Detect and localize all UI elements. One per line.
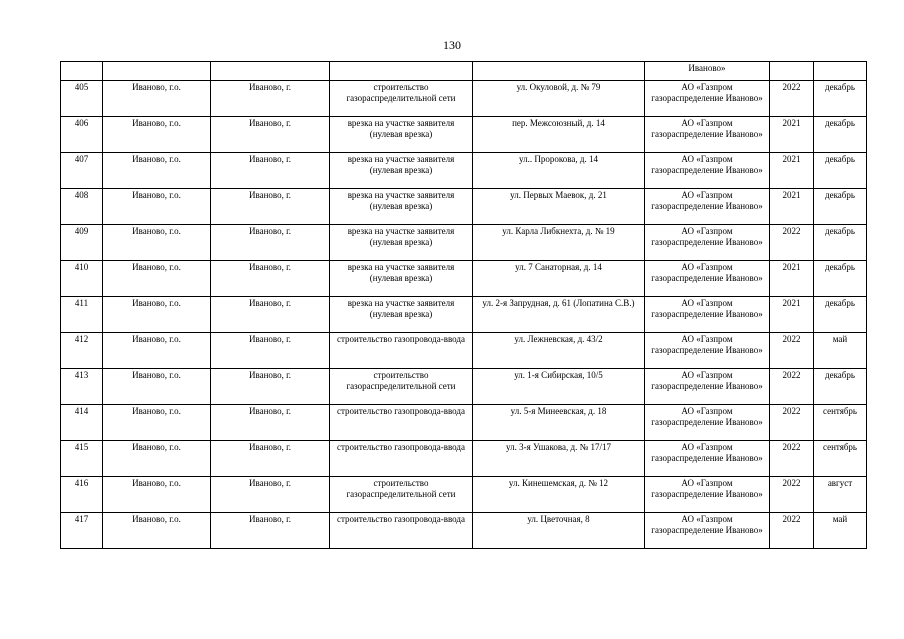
cell-work-type: врезка на участке заявителя (нулевая врезка)	[330, 261, 473, 297]
table-row-continuation	[61, 62, 867, 81]
cell-work-type	[330, 62, 473, 81]
cell-month: декабрь	[814, 81, 867, 117]
table-body	[61, 62, 867, 549]
cell-work-type: строительство газопровода-ввода	[330, 441, 473, 477]
cell-month: декабрь	[814, 117, 867, 153]
cell-month: декабрь	[814, 189, 867, 225]
cell-municipal-district: Иваново, г.о.	[103, 81, 211, 117]
cell-month: декабрь	[814, 153, 867, 189]
cell-municipal-district: Иваново, г.о.	[103, 261, 211, 297]
cell-municipal-district: Иваново, г.о.	[103, 117, 211, 153]
cell-month: сентябрь	[814, 441, 867, 477]
cell-row-number: 411	[61, 297, 103, 333]
table-row	[61, 117, 867, 153]
cell-year: 2022	[770, 441, 814, 477]
cell-work-type: врезка на участке заявителя (нулевая врезка)	[330, 153, 473, 189]
cell-work-type: строительство газораспределительной сети	[330, 477, 473, 513]
cell-address: ул. Цветочная, 8	[473, 513, 645, 549]
cell-row-number: 406	[61, 117, 103, 153]
cell-settlement: Иваново, г.	[211, 441, 330, 477]
cell-municipal-district: Иваново, г.о.	[103, 225, 211, 261]
cell-year: 2021	[770, 297, 814, 333]
cell-row-number: 415	[61, 441, 103, 477]
cell-settlement: Иваново, г.	[211, 405, 330, 441]
cell-settlement: Иваново, г.	[211, 117, 330, 153]
cell-municipal-district: Иваново, г.о.	[103, 297, 211, 333]
table-row	[61, 513, 867, 549]
cell-address: ул. 3-я Ушакова, д. № 17/17	[473, 441, 645, 477]
cell-municipal-district: Иваново, г.о.	[103, 513, 211, 549]
cell-row-number: 409	[61, 225, 103, 261]
cell-month	[814, 62, 867, 81]
cell-month: август	[814, 477, 867, 513]
cell-settlement: Иваново, г.	[211, 513, 330, 549]
cell-organization: АО «Газпром газораспределение Иваново»	[645, 477, 770, 513]
table-row	[61, 153, 867, 189]
cell-municipal-district	[103, 62, 211, 81]
cell-settlement	[211, 62, 330, 81]
cell-municipal-district: Иваново, г.о.	[103, 369, 211, 405]
cell-row-number: 408	[61, 189, 103, 225]
cell-settlement: Иваново, г.	[211, 189, 330, 225]
cell-organization: АО «Газпром газораспределение Иваново»	[645, 261, 770, 297]
cell-row-number: 405	[61, 81, 103, 117]
cell-month: декабрь	[814, 369, 867, 405]
cell-municipal-district: Иваново, г.о.	[103, 405, 211, 441]
cell-row-number: 414	[61, 405, 103, 441]
cell-year	[770, 62, 814, 81]
page-number: 130	[443, 38, 461, 52]
cell-year: 2022	[770, 369, 814, 405]
cell-settlement: Иваново, г.	[211, 297, 330, 333]
cell-municipal-district: Иваново, г.о.	[103, 333, 211, 369]
cell-address: ул. Лежневская, д. 43/2	[473, 333, 645, 369]
cell-municipal-district: Иваново, г.о.	[103, 477, 211, 513]
cell-settlement: Иваново, г.	[211, 225, 330, 261]
cell-settlement: Иваново, г.	[211, 153, 330, 189]
cell-address: ул. Первых Маевок, д. 21	[473, 189, 645, 225]
cell-work-type: строительство газораспределительной сети	[330, 81, 473, 117]
cell-work-type: врезка на участке заявителя (нулевая врезка)	[330, 225, 473, 261]
cell-organization: Иваново»	[645, 62, 770, 81]
cell-year: 2021	[770, 153, 814, 189]
cell-address: ул. Кинешемская, д. № 12	[473, 477, 645, 513]
cell-row-number: 407	[61, 153, 103, 189]
cell-organization: АО «Газпром газораспределение Иваново»	[645, 189, 770, 225]
cell-work-type: строительство газораспределительной сети	[330, 369, 473, 405]
cell-organization: АО «Газпром газораспределение Иваново»	[645, 225, 770, 261]
cell-settlement: Иваново, г.	[211, 81, 330, 117]
cell-month: декабрь	[814, 297, 867, 333]
cell-work-type: строительство газопровода-ввода	[330, 405, 473, 441]
cell-organization: АО «Газпром газораспределение Иваново»	[645, 513, 770, 549]
cell-settlement: Иваново, г.	[211, 261, 330, 297]
cell-month: сентябрь	[814, 405, 867, 441]
cell-organization: АО «Газпром газораспределение Иваново»	[645, 153, 770, 189]
table-row	[61, 441, 867, 477]
cell-year: 2022	[770, 81, 814, 117]
cell-year: 2022	[770, 225, 814, 261]
cell-year: 2021	[770, 261, 814, 297]
cell-row-number	[61, 62, 103, 81]
cell-address: ул. Карла Либкнехта, д. № 19	[473, 225, 645, 261]
cell-row-number: 417	[61, 513, 103, 549]
cell-row-number: 410	[61, 261, 103, 297]
cell-organization: АО «Газпром газораспределение Иваново»	[645, 333, 770, 369]
cell-address: ул. Окуловой, д. № 79	[473, 81, 645, 117]
cell-year: 2022	[770, 405, 814, 441]
table-row	[61, 189, 867, 225]
cell-work-type: врезка на участке заявителя (нулевая врезка)	[330, 297, 473, 333]
cell-address	[473, 62, 645, 81]
cell-row-number: 412	[61, 333, 103, 369]
table-row	[61, 333, 867, 369]
cell-address: ул. 1-я Сибирская, 10/5	[473, 369, 645, 405]
cell-organization: АО «Газпром газораспределение Иваново»	[645, 369, 770, 405]
gas-works-table	[60, 61, 867, 549]
cell-year: 2021	[770, 117, 814, 153]
cell-row-number: 413	[61, 369, 103, 405]
cell-work-type: врезка на участке заявителя (нулевая врезка)	[330, 117, 473, 153]
table-row	[61, 477, 867, 513]
table-row	[61, 297, 867, 333]
cell-organization: АО «Газпром газораспределение Иваново»	[645, 81, 770, 117]
cell-municipal-district: Иваново, г.о.	[103, 189, 211, 225]
cell-month: декабрь	[814, 261, 867, 297]
cell-settlement: Иваново, г.	[211, 369, 330, 405]
cell-settlement: Иваново, г.	[211, 477, 330, 513]
cell-year: 2021	[770, 189, 814, 225]
cell-address: ул. 5-я Минеевская, д. 18	[473, 405, 645, 441]
table-row	[61, 369, 867, 405]
cell-address: ул. 7 Санаторная, д. 14	[473, 261, 645, 297]
cell-year: 2022	[770, 513, 814, 549]
cell-work-type: строительство газопровода-ввода	[330, 513, 473, 549]
cell-year: 2022	[770, 333, 814, 369]
table-row	[61, 261, 867, 297]
cell-year: 2022	[770, 477, 814, 513]
cell-municipal-district: Иваново, г.о.	[103, 153, 211, 189]
table-row	[61, 81, 867, 117]
table-row	[61, 405, 867, 441]
cell-month: май	[814, 333, 867, 369]
cell-month: май	[814, 513, 867, 549]
cell-month: декабрь	[814, 225, 867, 261]
cell-settlement: Иваново, г.	[211, 333, 330, 369]
cell-row-number: 416	[61, 477, 103, 513]
cell-work-type: врезка на участке заявителя (нулевая врезка)	[330, 189, 473, 225]
cell-organization: АО «Газпром газораспределение Иваново»	[645, 441, 770, 477]
cell-organization: АО «Газпром газораспределение Иваново»	[645, 117, 770, 153]
cell-organization: АО «Газпром газораспределение Иваново»	[645, 405, 770, 441]
cell-address: ул.. Пророкова, д. 14	[473, 153, 645, 189]
cell-work-type: строительство газопровода-ввода	[330, 333, 473, 369]
cell-address: ул. 2-я Запрудная, д. 61 (Лопатина С.В.)	[473, 297, 645, 333]
cell-municipal-district: Иваново, г.о.	[103, 441, 211, 477]
table-row	[61, 225, 867, 261]
cell-organization: АО «Газпром газораспределение Иваново»	[645, 297, 770, 333]
cell-address: пер. Межсоюзный, д. 14	[473, 117, 645, 153]
